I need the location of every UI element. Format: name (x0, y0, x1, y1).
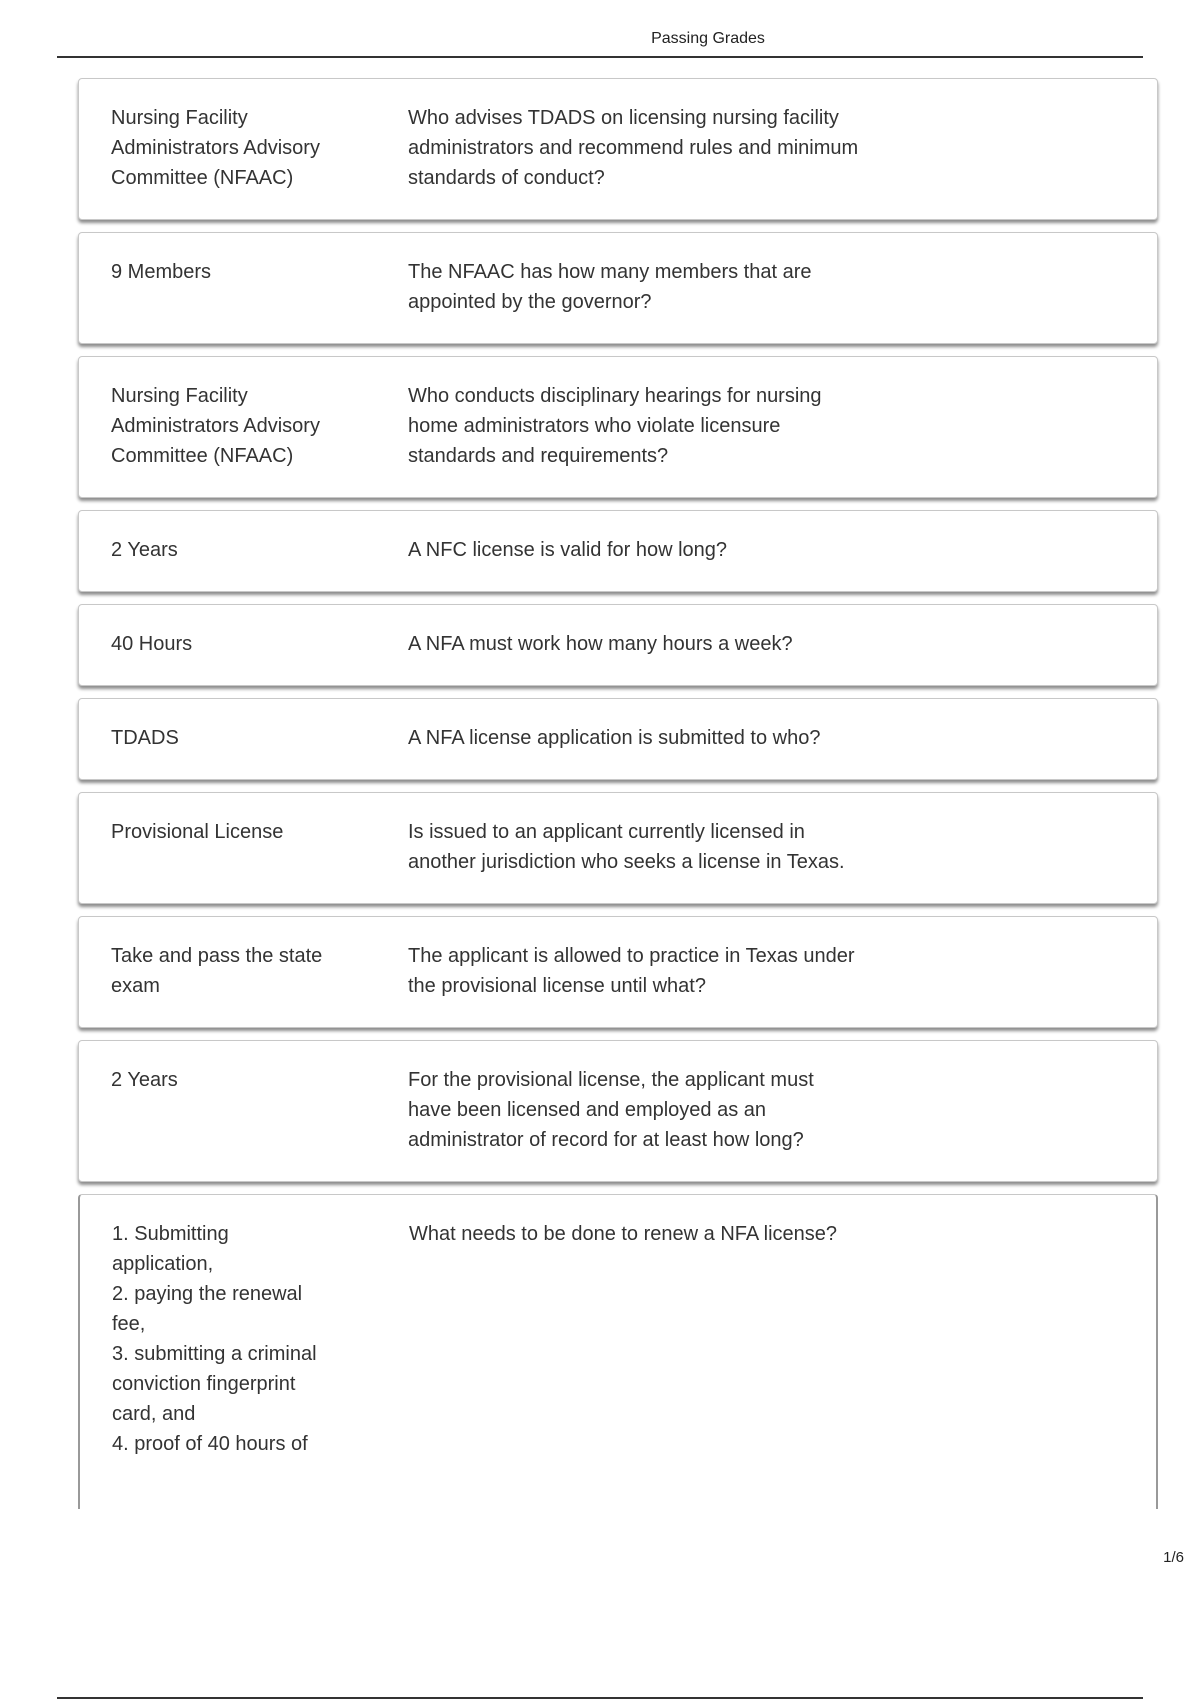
flashcard-term: 2 Years (111, 1069, 178, 1091)
flashcard (78, 510, 1158, 592)
flashcard-term: Nursing Facility Administrators Advisory Committee (NFAAC) (111, 385, 320, 467)
flashcard-definition: Who advises TDADS on licensing nursing facility administrators and recommend rules and minimum standards of conduct? (408, 107, 859, 189)
flashcard-definition: The NFAAC has how many members that are appointed by the governor? (408, 261, 812, 313)
flashcard (78, 356, 1158, 498)
flashcard-definition: A NFA license application is submitted to who? (408, 727, 821, 749)
flashcard-term: Provisional License (111, 821, 284, 843)
page-title: Passing Grades (651, 30, 765, 47)
footer-divider (57, 1697, 1143, 1699)
flashcard-term: Take and pass the state exam (111, 945, 323, 997)
flashcard-definition: For the provisional license, the applicant must have been licensed and employed as an administrator of record for at least how long? (408, 1069, 814, 1151)
flashcard-term: 1. Submitting application, 2. paying the renewal fee, 3. submitting a criminal conviction fingerprint card, and 4. proof of 40 hours of (112, 1223, 317, 1455)
flashcard (78, 1040, 1158, 1182)
page-number: 1/6 (1163, 1549, 1184, 1566)
header-divider (57, 56, 1143, 58)
flashcard (78, 1194, 1158, 1509)
flashcard-term: Nursing Facility Administrators Advisory Committee (NFAAC) (111, 107, 320, 189)
flashcard-term: TDADS (111, 727, 179, 749)
flashcard-definition: What needs to be done to renew a NFA license? (409, 1223, 838, 1245)
flashcard-definition: Is issued to an applicant currently licensed in another jurisdiction who seeks a license in Texas. (408, 821, 845, 873)
flashcard-term: 40 Hours (111, 633, 193, 655)
flashcard (78, 916, 1158, 1028)
flashcard (78, 604, 1158, 686)
flashcard-definition: A NFA must work how many hours a week? (408, 633, 793, 655)
flashcard (78, 232, 1158, 344)
flashcard-list (78, 78, 1158, 1521)
flashcard-definition: The applicant is allowed to practice in Texas under the provisional license until what? (408, 945, 855, 997)
flashcard (78, 78, 1158, 220)
flashcard (78, 792, 1158, 904)
flashcard-definition: A NFC license is valid for how long? (408, 539, 728, 561)
flashcard (78, 698, 1158, 780)
flashcard-definition: Who conducts disciplinary hearings for nursing home administrators who violate licensure standards and requirements? (408, 385, 822, 467)
flashcard-term: 9 Members (111, 261, 212, 283)
flashcard-term: 2 Years (111, 539, 178, 561)
